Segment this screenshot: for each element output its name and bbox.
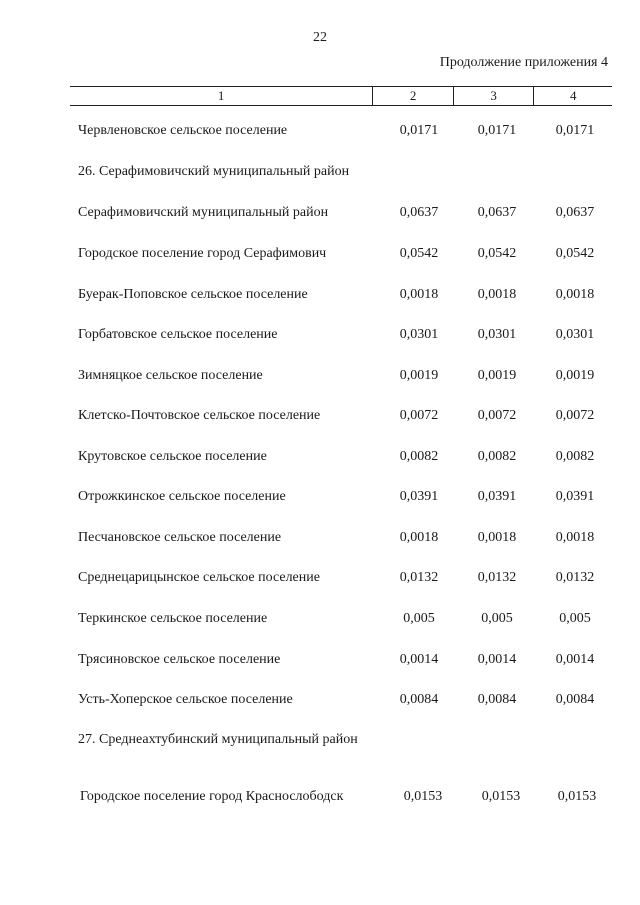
table-row [0, 325, 640, 345]
value-col-2: 0,0082 [399, 449, 439, 464]
value-col-2: 0,0153 [403, 789, 443, 804]
settlement-name: Усть-Хоперское сельское поселение [78, 692, 293, 707]
value-col-4: 0,0171 [555, 123, 595, 138]
value-col-4: 0,0018 [555, 287, 595, 302]
value-col-4: 0,0153 [557, 789, 597, 804]
continuation-title: Продолжение приложения 4 [439, 55, 608, 70]
settlement-name: Червленовское сельское поселение [78, 123, 288, 138]
value-col-3: 0,0072 [477, 408, 517, 423]
table-row [0, 528, 640, 548]
value-col-4: 0,0084 [555, 692, 595, 707]
settlement-name: Городское поселение город Серафимович [78, 246, 327, 261]
value-col-2: 0,0018 [399, 530, 439, 545]
table-row [0, 366, 640, 386]
district-heading: 27. Среднеахтубинский муниципальный район [78, 732, 358, 747]
value-col-3: 0,0542 [477, 246, 517, 261]
value-col-3: 0,0014 [477, 652, 517, 667]
settlement-name: Горбатовское сельское поселение [78, 327, 278, 342]
value-col-2: 0,0018 [399, 287, 439, 302]
header-col-3: 3 [454, 87, 535, 105]
value-col-4: 0,0019 [555, 368, 595, 383]
value-col-4: 0,0542 [555, 246, 595, 261]
value-col-2: 0,0084 [399, 692, 439, 707]
value-col-3: 0,0082 [477, 449, 517, 464]
value-col-4: 0,0301 [555, 327, 595, 342]
value-col-4: 0,005 [559, 611, 591, 626]
settlement-name: Клетско-Почтовское сельское поселение [78, 408, 321, 423]
value-col-2: 0,0132 [399, 570, 439, 585]
table-row [0, 406, 640, 426]
value-col-3: 0,005 [481, 611, 513, 626]
table-row [0, 447, 640, 467]
settlement-name: Трясиновское сельское поселение [78, 652, 281, 667]
value-col-3: 0,0301 [477, 327, 517, 342]
value-col-4: 0,0014 [555, 652, 595, 667]
district-heading: 26. Серафимовичский муниципальный район [78, 164, 350, 179]
settlement-name: Отрожкинское сельское поселение [78, 489, 286, 504]
table-row [0, 690, 640, 710]
table-row [0, 203, 640, 223]
settlement-name: Буерак-Поповское сельское поселение [78, 287, 308, 302]
settlement-name: Крутовское сельское поселение [78, 449, 267, 464]
value-col-3: 0,0018 [477, 530, 517, 545]
header-col-4: 4 [569, 88, 577, 103]
value-col-3: 0,0153 [481, 789, 521, 804]
settlement-name: Зимняцкое сельское поселение [78, 368, 263, 383]
header-col-1: 1 [70, 87, 373, 105]
value-col-2: 0,0542 [399, 246, 439, 261]
value-col-3: 0,0132 [477, 570, 517, 585]
value-col-2: 0,0391 [399, 489, 439, 504]
settlement-name: Теркинское сельское поселение [78, 611, 268, 626]
value-col-3: 0,0019 [477, 368, 517, 383]
table-row [0, 244, 640, 264]
table-row [0, 787, 640, 807]
table-row [0, 121, 640, 141]
table-header [70, 86, 612, 106]
value-col-4: 0,0132 [555, 570, 595, 585]
value-col-4: 0,0637 [555, 205, 595, 220]
settlement-name: Песчановское сельское поселение [78, 530, 282, 545]
value-col-4: 0,0082 [555, 449, 595, 464]
table-row [0, 609, 640, 629]
settlement-name: Городское поселение город Краснослободск [80, 789, 344, 804]
value-col-4: 0,0072 [555, 408, 595, 423]
value-col-3: 0,0018 [477, 287, 517, 302]
value-col-2: 0,0171 [399, 123, 439, 138]
value-col-3: 0,0171 [477, 123, 517, 138]
table-row [0, 650, 640, 670]
table-row [0, 568, 640, 588]
value-col-2: 0,005 [403, 611, 435, 626]
table-row [0, 487, 640, 507]
value-col-2: 0,0019 [399, 368, 439, 383]
value-col-2: 0,0637 [399, 205, 439, 220]
header-col-2: 2 [373, 87, 454, 105]
value-col-4: 0,0391 [555, 489, 595, 504]
table-row [0, 285, 640, 305]
value-col-3: 0,0084 [477, 692, 517, 707]
value-col-2: 0,0014 [399, 652, 439, 667]
settlement-name: Серафимовичский муниципальный район [78, 205, 329, 220]
page-number: 22 [313, 30, 327, 45]
settlement-name: Среднецарицынское сельское поселение [78, 570, 320, 585]
value-col-2: 0,0072 [399, 408, 439, 423]
value-col-4: 0,0018 [555, 530, 595, 545]
value-col-3: 0,0637 [477, 205, 517, 220]
value-col-3: 0,0391 [477, 489, 517, 504]
value-col-2: 0,0301 [399, 327, 439, 342]
